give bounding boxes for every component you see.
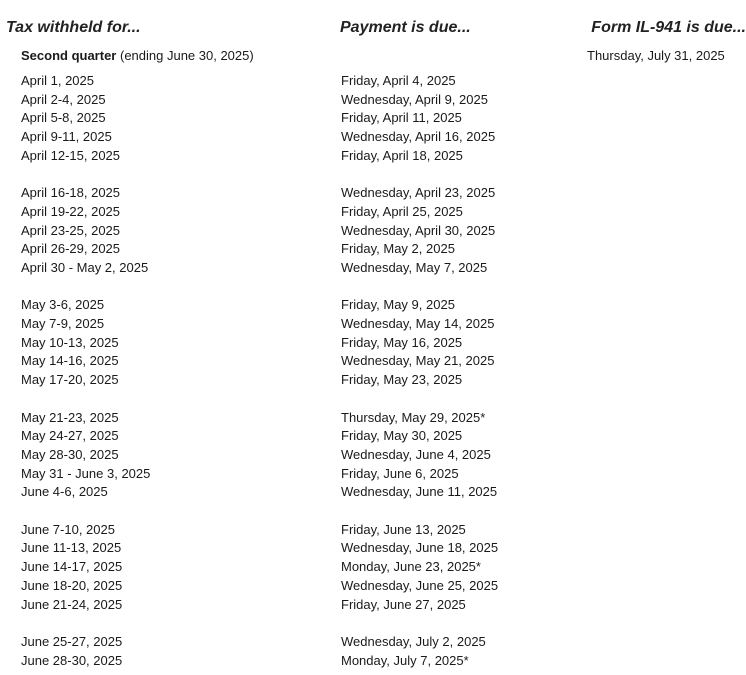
withheld-period: May 21-23, 2025 <box>21 410 119 425</box>
table-row <box>0 185 746 203</box>
withheld-period: May 24-27, 2025 <box>21 428 119 443</box>
withheld-period: May 3-6, 2025 <box>21 297 105 312</box>
table-row <box>0 92 746 110</box>
payment-due-date: Friday, June 6, 2025 <box>341 466 459 481</box>
payment-due-date: Friday, April 11, 2025 <box>341 110 462 125</box>
withheld-period: May 10-13, 2025 <box>21 335 119 350</box>
payment-due-date: Friday, May 16, 2025 <box>341 335 463 350</box>
form-due-date: Thursday, July 31, 2025 <box>587 48 725 63</box>
withheld-period: April 30 - May 2, 2025 <box>21 260 149 275</box>
table-row <box>0 223 746 241</box>
table-row <box>0 316 746 334</box>
payment-due-date: Friday, June 13, 2025 <box>341 522 466 537</box>
table-row <box>0 372 746 390</box>
payment-due-date: Friday, June 27, 2025 <box>341 597 466 612</box>
withheld-period: April 23-25, 2025 <box>21 223 121 238</box>
payment-due-date: Friday, May 9, 2025 <box>341 297 455 312</box>
withheld-period: June 21-24, 2025 <box>21 597 123 612</box>
payment-due-date: Monday, July 7, 2025* <box>341 653 469 668</box>
withheld-period: May 7-9, 2025 <box>21 316 105 331</box>
payment-due-date: Wednesday, May 14, 2025 <box>341 316 495 331</box>
payment-due-date: Wednesday, April 30, 2025 <box>341 223 496 238</box>
table-row <box>0 129 746 147</box>
payment-due-date: Thursday, May 29, 2025* <box>341 410 486 425</box>
quarter-label: Second quarter <box>21 48 117 63</box>
table-row <box>0 241 746 259</box>
table-row <box>0 559 746 577</box>
table-row <box>0 148 746 166</box>
withheld-period: May 17-20, 2025 <box>21 372 119 387</box>
table-row <box>0 204 746 222</box>
table-row <box>0 522 746 540</box>
payment-due-date: Wednesday, June 11, 2025 <box>341 484 498 499</box>
table-row <box>0 466 746 484</box>
withheld-period: June 25-27, 2025 <box>21 634 123 649</box>
payment-due-date: Wednesday, April 9, 2025 <box>341 92 488 107</box>
table-row <box>0 297 746 315</box>
payment-due-date: Wednesday, June 4, 2025 <box>341 447 491 462</box>
withheld-period: June 18-20, 2025 <box>21 578 123 593</box>
withheld-period: May 31 - June 3, 2025 <box>21 466 151 481</box>
table-row <box>0 597 746 615</box>
header-form-due: Form IL-941 is due... <box>591 19 746 36</box>
payment-due-date: Friday, May 23, 2025 <box>341 372 463 387</box>
payment-due-date: Wednesday, July 2, 2025 <box>341 634 486 649</box>
header-tax-withheld: Tax withheld for... <box>6 19 141 36</box>
withheld-period: April 12-15, 2025 <box>21 148 121 163</box>
quarter-title <box>21 48 254 63</box>
withheld-period: April 9-11, 2025 <box>21 129 112 144</box>
table-row <box>0 353 746 371</box>
table-row <box>0 447 746 465</box>
payment-due-date: Friday, May 30, 2025 <box>341 428 463 443</box>
payment-due-date: Wednesday, June 18, 2025 <box>341 540 499 555</box>
withheld-period: April 16-18, 2025 <box>21 185 121 200</box>
table-row <box>0 260 746 278</box>
withheld-period: April 5-8, 2025 <box>21 110 106 125</box>
payment-due-date: Monday, June 23, 2025* <box>341 559 481 574</box>
header-payment-due: Payment is due... <box>340 19 471 36</box>
payment-due-date: Friday, April 25, 2025 <box>341 204 463 219</box>
table-row <box>0 578 746 596</box>
withheld-period: June 28-30, 2025 <box>21 653 123 668</box>
payment-due-date: Friday, May 2, 2025 <box>341 241 455 256</box>
table-row <box>0 73 746 91</box>
payment-due-date: Wednesday, April 16, 2025 <box>341 129 496 144</box>
payment-due-date: Wednesday, June 25, 2025 <box>341 578 499 593</box>
withheld-period: June 7-10, 2025 <box>21 522 115 537</box>
withheld-period: June 4-6, 2025 <box>21 484 108 499</box>
payment-due-date: Wednesday, April 23, 2025 <box>341 185 496 200</box>
table-row <box>0 410 746 428</box>
withheld-period: May 28-30, 2025 <box>21 447 119 462</box>
payment-due-date: Friday, April 4, 2025 <box>341 73 456 88</box>
quarter-ending: (ending June 30, 2025) <box>119 48 254 63</box>
table-row <box>0 634 746 652</box>
withheld-period: June 11-13, 2025 <box>21 540 122 555</box>
table-row <box>0 540 746 558</box>
table-row <box>0 110 746 128</box>
table-row <box>0 428 746 446</box>
withheld-period: April 1, 2025 <box>21 73 94 88</box>
withheld-period: June 14-17, 2025 <box>21 559 123 574</box>
withheld-period: April 2-4, 2025 <box>21 92 106 107</box>
withheld-period: April 26-29, 2025 <box>21 241 121 256</box>
withheld-period: May 14-16, 2025 <box>21 353 119 368</box>
payment-due-date: Wednesday, May 21, 2025 <box>341 353 495 368</box>
withheld-period: April 19-22, 2025 <box>21 204 121 219</box>
table-row <box>0 653 746 671</box>
table-row <box>0 335 746 353</box>
table-row <box>0 484 746 502</box>
payment-due-date: Friday, April 18, 2025 <box>341 148 463 163</box>
payment-due-date: Wednesday, May 7, 2025 <box>341 260 488 275</box>
